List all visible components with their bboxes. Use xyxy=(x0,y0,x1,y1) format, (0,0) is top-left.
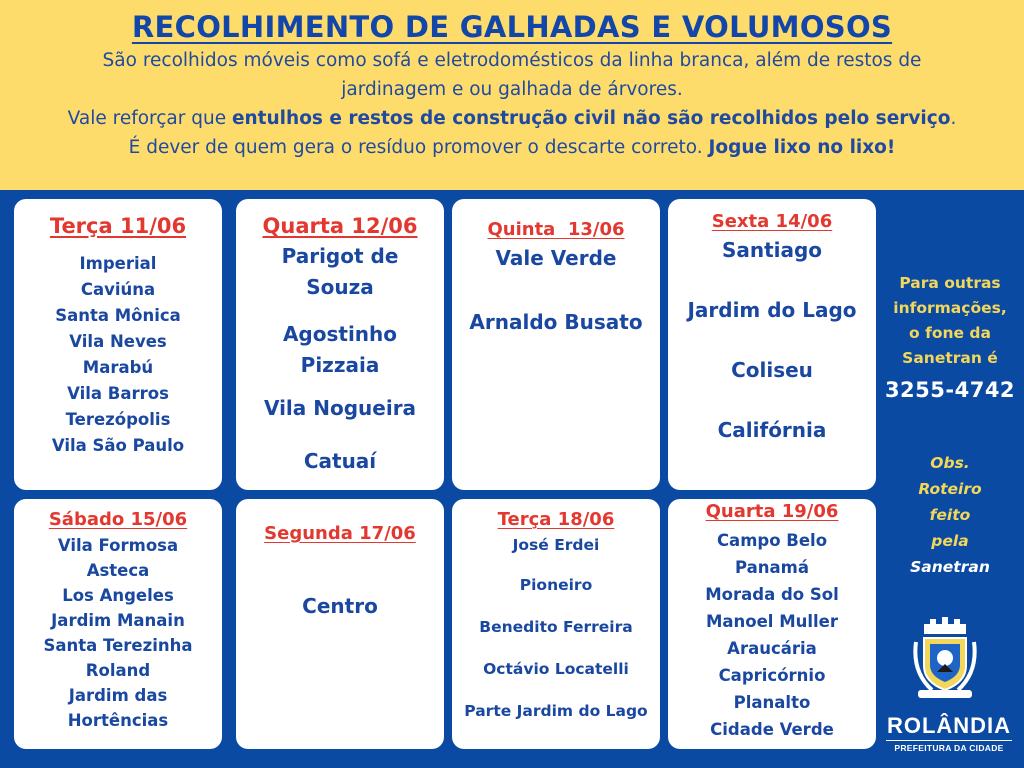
obs-line: Roteiro xyxy=(918,480,982,498)
place-item: Vila São Paulo xyxy=(51,436,185,455)
intro-line-3-end: . xyxy=(950,108,957,129)
contact-line: informações, xyxy=(893,299,1007,317)
page-title: RECOLHIMENTO DE GALHADAS E VOLUMOSOS xyxy=(131,10,893,44)
schedule-card-tuesday-1106 xyxy=(14,199,222,490)
card-day: Segunda 17/06 xyxy=(264,523,416,544)
place-item: Jardim Manain xyxy=(51,611,185,630)
intro-line-3 xyxy=(0,104,1024,133)
place-item: Jardim do Lago xyxy=(687,298,857,322)
place-item: Catuaí xyxy=(303,449,377,473)
city-crest-icon xyxy=(910,612,980,702)
card-day: Quarta 19/06 xyxy=(705,501,839,522)
place-item: Manoel Muller xyxy=(705,612,839,631)
place-item: Coliseu xyxy=(731,358,813,382)
place-item: Vila Formosa xyxy=(57,536,179,555)
place-item: Morada do Sol xyxy=(705,585,839,604)
card-day: Terça 18/06 xyxy=(497,509,615,530)
card-day: Terça 11/06 xyxy=(49,214,187,238)
place-item: Campo Belo xyxy=(716,531,828,550)
place-item: Vila Nogueira xyxy=(263,396,417,420)
place-item: Santiago xyxy=(721,238,823,262)
place-item: Caviúna xyxy=(80,280,156,299)
obs-line: Obs. xyxy=(930,454,970,472)
place-item: Jardim das xyxy=(68,686,168,705)
card-day: Quarta 12/06 xyxy=(262,214,418,238)
place-item: Arnaldo Busato xyxy=(469,310,643,334)
header-banner xyxy=(0,0,1024,190)
place-item: Araucária xyxy=(727,639,817,658)
schedule-card-wednesday-1206 xyxy=(236,199,444,490)
place-item: Santa Terezinha xyxy=(43,636,193,655)
city-subtitle: PREFEITURA DA CIDADE xyxy=(886,740,1012,753)
place-item: Vila Neves xyxy=(69,332,167,351)
place-item: Vale Verde xyxy=(495,246,617,270)
contact-line: Sanetran é xyxy=(902,349,998,367)
contact-line: o fone da xyxy=(909,324,991,342)
intro-line-4-start: É dever de quem gera o resíduo promover o descarte correto. xyxy=(128,137,709,158)
card-day: Quinta 13/06 xyxy=(487,219,625,240)
schedule-card-monday-1706 xyxy=(236,499,444,749)
place-item: Asteca xyxy=(86,561,150,580)
intro-line-1: São recolhidos móveis como sofá e eletrodomésticos da linha branca, além de restos de xyxy=(102,50,922,71)
card-day: Sábado 15/06 xyxy=(48,509,188,530)
place-item: Capricórnio xyxy=(718,666,826,685)
city-name: ROLÂNDIA xyxy=(886,713,1012,738)
place-item: Los Angeles xyxy=(62,586,174,605)
place-item: Benedito Ferreira xyxy=(479,618,633,636)
schedule-card-tuesday-1806 xyxy=(452,499,660,749)
place-item: Parigot de xyxy=(281,244,399,268)
place-item: José Erdei xyxy=(512,536,600,554)
place-item: Hortências xyxy=(67,711,169,730)
intro-line-3-start: Vale reforçar que xyxy=(67,108,232,129)
contact-info xyxy=(880,271,1020,402)
place-item: Santa Mônica xyxy=(55,306,181,325)
place-item: Panamá xyxy=(735,558,809,577)
phone-number: 3255-4742 xyxy=(884,378,1016,402)
observation-note xyxy=(880,450,1020,580)
place-item: Vila Barros xyxy=(67,384,169,403)
contact-line: Para outras xyxy=(899,274,1001,292)
place-item: Terezópolis xyxy=(65,410,171,429)
place-item: Planalto xyxy=(733,693,811,712)
schedule-card-wednesday-1906 xyxy=(668,499,876,749)
intro-line-4 xyxy=(0,133,1024,162)
obs-line: pela xyxy=(931,532,969,550)
intro-line-4-bold: Jogue lixo no lixo! xyxy=(708,137,896,158)
card-day: Sexta 14/06 xyxy=(711,211,833,232)
place-item: Pioneiro xyxy=(519,576,593,594)
intro-line-3-bold: entulhos e restos de construção civil não são recolhidos pelo serviço xyxy=(231,108,951,129)
intro-line-2: jardinagem e ou galhada de árvores. xyxy=(341,79,683,100)
place-item: Cidade Verde xyxy=(710,720,834,739)
obs-line: feito xyxy=(929,506,971,524)
place-item: Marabú xyxy=(82,358,154,377)
schedule-card-thursday-1306 xyxy=(452,199,660,490)
schedule-card-friday-1406 xyxy=(668,199,876,490)
place-item: Pizzaia xyxy=(300,353,380,377)
schedule-card-saturday-1506 xyxy=(14,499,222,749)
place-item: Octávio Locatelli xyxy=(483,660,629,678)
place-item: Agostinho xyxy=(282,322,398,346)
place-item: Souza xyxy=(306,275,374,299)
place-item: Roland xyxy=(85,661,151,680)
place-item: Califórnia xyxy=(717,418,827,442)
obs-line: Sanetran xyxy=(910,558,990,576)
place-item: Parte Jardim do Lago xyxy=(464,702,648,720)
place-item: Centro xyxy=(302,594,378,618)
place-item: Imperial xyxy=(79,254,157,273)
